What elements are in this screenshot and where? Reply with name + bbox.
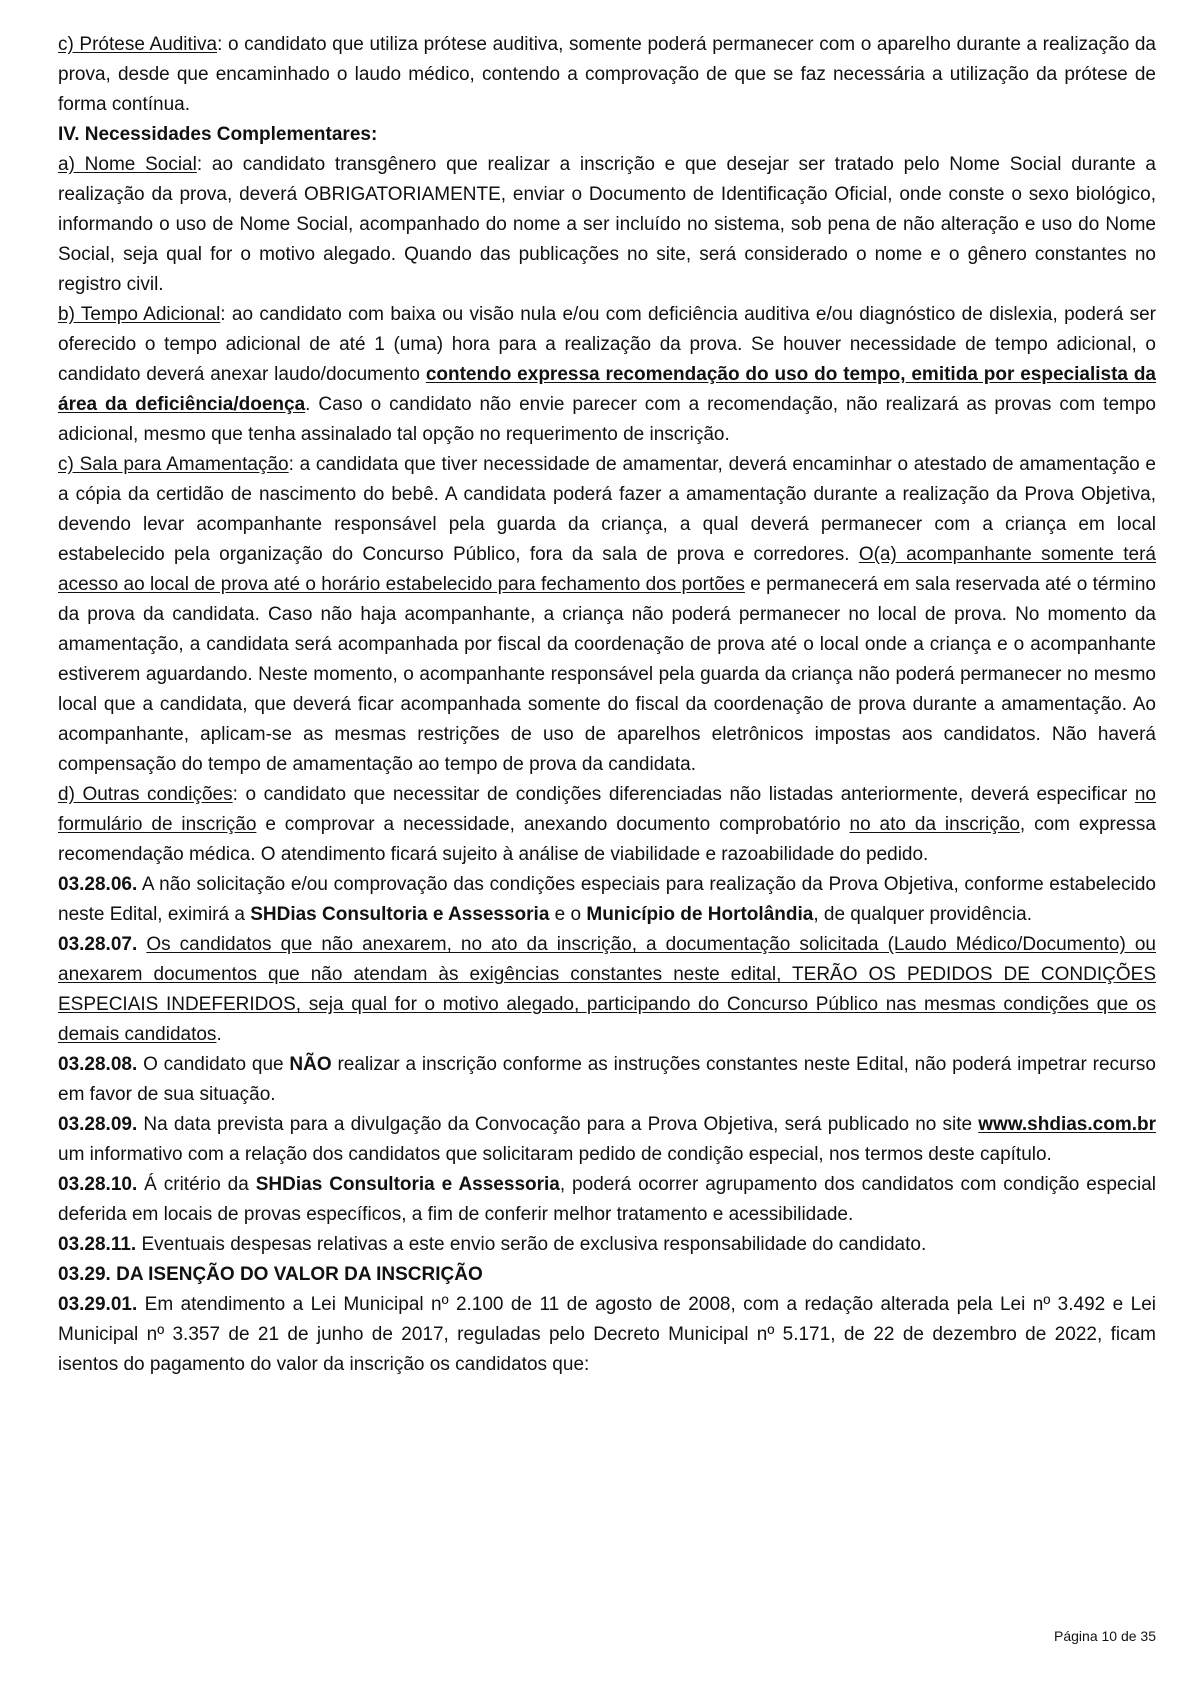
item-03-28-06 bbox=[58, 870, 1156, 930]
outras-text-3: , com expressa recomendação médica. O atendimento ficará sujeito à análise de viabilidade e razoabilidade do pedido. bbox=[58, 814, 1156, 865]
item-text: Em atendimento a Lei Municipal nº 2.100 de 11 de agosto de 2008, com a redação alterada pela Lei nº 3.492 e Lei Municipal nº 3.357 de 21 de junho de 2017, reguladas pelo Decreto Municipal nº 5.171, de 22 de dezembro de 2022, ficam isentos do pagamento do valor da inscrição os candidatos que: bbox=[58, 1294, 1156, 1375]
tempo-adicional-text-2: . Caso o candidato não envie parecer com a recomendação, não realizará as provas com tempo adicional, mesmo que tenha assinalado tal opção no requerimento de inscrição. bbox=[58, 394, 1156, 445]
amamentacao-text-2: e permanecerá em sala reservada até o término da prova da candidata. Caso não haja acompanhante, a criança não poderá permanecer no local de prova. No momento da amamentação, a candidata será acompanhada por fiscal da coordenação de prova até o local onde a criança e o acompanhante estiverem aguardando. Neste momento, o acompanhante responsável pela guarda da criança não poderá permanecer no mesmo local que a candidata, que deverá ficar acompanhada somente do fiscal da coordenação de prova durante a amamentação. Ao acompanhante, aplicam-se as mesmas restrições de uso de aparelhos eletrônicos impostas aos candidatos. Não haverá compensação do tempo de amamentação ao tempo de prova da candidata. bbox=[58, 574, 1156, 775]
tempo-adicional-emphasis: contendo expressa recomendação do uso do tempo, emitida por especialista da área da deficiência/doença bbox=[58, 364, 1156, 415]
item-text-2: , poderá ocorrer agrupamento dos candidatos com condição especial deferida em locais de provas específicos, a fim de conferir melhor tratamento e acessibilidade. bbox=[58, 1174, 1156, 1225]
outras-underlined-1: no formulário de inscrição bbox=[58, 784, 1156, 835]
amamentacao-underlined: O(a) acompanhante somente terá acesso ao local de prova até o horário estabelecido para fechamento dos portões bbox=[58, 544, 1156, 595]
page-number: Página 10 de 35 bbox=[1054, 1628, 1156, 1644]
protese-label: c) Prótese Auditiva bbox=[58, 34, 218, 55]
item-03-28-07 bbox=[58, 930, 1156, 1050]
outras-text-2: e comprovar a necessidade, anexando documento comprobatório bbox=[256, 814, 850, 835]
org-name: SHDias Consultoria e Assessoria bbox=[255, 1174, 560, 1195]
item-text-2: realizar a inscrição conforme as instruções constantes neste Edital, não poderá impetrar recurso em favor de sua situação. bbox=[58, 1054, 1156, 1105]
nao-emphasis: NÃO bbox=[289, 1054, 332, 1075]
section-iv-heading: IV. Necessidades Complementares: bbox=[58, 124, 378, 145]
item-number: 03.28.07. bbox=[58, 934, 138, 955]
item-03-28-08 bbox=[58, 1050, 1156, 1110]
amamentacao-text-1: : a candidata que tiver necessidade de amamentar, deverá encaminhar o atestado de amamentação e a cópia da certidão de nascimento do bebê. A candidata poderá fazer a amamentação durante a realização da Prova Objetiva, devendo levar acompanhante responsável pela guarda da criança, a qual deverá permanecer com a criança em local estabelecido pela organização do Concurso Público, fora da sala de prova e corredores. bbox=[58, 454, 1156, 565]
item-03-28-11 bbox=[58, 1230, 1156, 1260]
item-text-1: Na data prevista para a divulgação da Convocação para a Prova Objetiva, será publicado no site bbox=[137, 1114, 979, 1135]
outras-label: d) Outras condições bbox=[58, 784, 233, 805]
amamentacao-label: c) Sala para Amamentação bbox=[58, 454, 289, 475]
paragraph-outras-condicoes bbox=[58, 780, 1156, 870]
item-number: 03.28.09. bbox=[58, 1114, 138, 1135]
protese-text: : o candidato que utiliza prótese auditiva, somente poderá permanecer com o aparelho durante a realização da prova, desde que encaminhado o laudo médico, contendo a comprovação de que se faz necessária a utilização da prótese de forma contínua. bbox=[58, 34, 1157, 115]
paragraph-protese-auditiva bbox=[58, 30, 1156, 120]
item-text: Eventuais despesas relativas a este envio serão de exclusiva responsabilidade do candidato. bbox=[136, 1234, 927, 1255]
item-03-29-01 bbox=[58, 1290, 1156, 1380]
item-03-28-09 bbox=[58, 1110, 1156, 1170]
paragraph-nome-social bbox=[58, 150, 1156, 300]
item-text-1: Á critério da bbox=[137, 1174, 256, 1195]
tempo-adicional-label: b) Tempo Adicional bbox=[58, 304, 221, 325]
item-number: 03.28.11. bbox=[58, 1234, 137, 1255]
item-number: 03.28.08. bbox=[58, 1054, 138, 1075]
municipality-name: Município de Hortolândia bbox=[586, 904, 814, 925]
item-text-1: A não solicitação e/ou comprovação das condições especiais para realização da Prova Objetiva, conforme estabelecido neste Edital, eximirá a bbox=[58, 874, 1156, 925]
tempo-adicional-text-1: : ao candidato com baixa ou visão nula e/ou com deficiência auditiva e/ou diagnóstico de dislexia, poderá ser oferecido o tempo adicional de até 1 (uma) hora para a realização da prova. Se houver necessidade de tempo adicional, o candidato deverá anexar laudo/documento bbox=[58, 304, 1156, 385]
item-number: 03.28.06. bbox=[58, 874, 138, 895]
item-03-28-10 bbox=[58, 1170, 1156, 1230]
item-text-3: , de qualquer providência. bbox=[813, 904, 1032, 925]
item-text-1: O candidato que bbox=[137, 1054, 290, 1075]
outras-underlined-2: no ato da inscrição bbox=[849, 814, 1020, 835]
paragraph-amamentacao bbox=[58, 450, 1156, 780]
site-link[interactable]: www.shdias.com.br bbox=[978, 1114, 1156, 1135]
item-underlined-text: Os candidatos que não anexarem, no ato da inscrição, a documentação solicitada (Laudo Médico/Documento) ou anexarem documentos que não atendam às exigências constantes neste edital, TERÃO OS PEDIDOS DE CONDIÇÕES ESPECIAIS INDEFERIDOS, seja qual for o motivo alegado, participando do Concurso Público nas mesmas condições que os demais candidatos bbox=[58, 934, 1157, 1045]
item-text-2: um informativo com a relação dos candidatos que solicitaram pedido de condição especial, nos termos deste capítulo. bbox=[58, 1144, 1052, 1165]
outras-text-1: : o candidato que necessitar de condições diferenciadas não listadas anteriormente, deverá especificar bbox=[232, 784, 1135, 805]
item-number: 03.28.10. bbox=[58, 1174, 138, 1195]
org-name: SHDias Consultoria e Assessoria bbox=[250, 904, 550, 925]
item-end: . bbox=[216, 1024, 222, 1045]
item-text-2: e o bbox=[549, 904, 587, 925]
nome-social-text: : ao candidato transgênero que realizar a inscrição e que desejar ser tratado pelo Nome Social durante a realização da prova, deverá OBRIGATORIAMENTE, enviar o Documento de Identificação Oficial, onde conste o sexo biológico, informando o uso de Nome Social, acompanhado do nome a ser incluído no sistema, sob pena de não alteração e uso do Nome Social, seja qual for o motivo alegado. Quando das publicações no site, será considerado o nome e o gênero constantes no registro civil. bbox=[58, 154, 1156, 295]
paragraph-tempo-adicional bbox=[58, 300, 1156, 450]
section-03-29-heading: 03.29. DA ISENÇÃO DO VALOR DA INSCRIÇÃO bbox=[58, 1264, 483, 1285]
nome-social-label: a) Nome Social bbox=[58, 154, 197, 175]
item-number: 03.29.01. bbox=[58, 1294, 138, 1315]
